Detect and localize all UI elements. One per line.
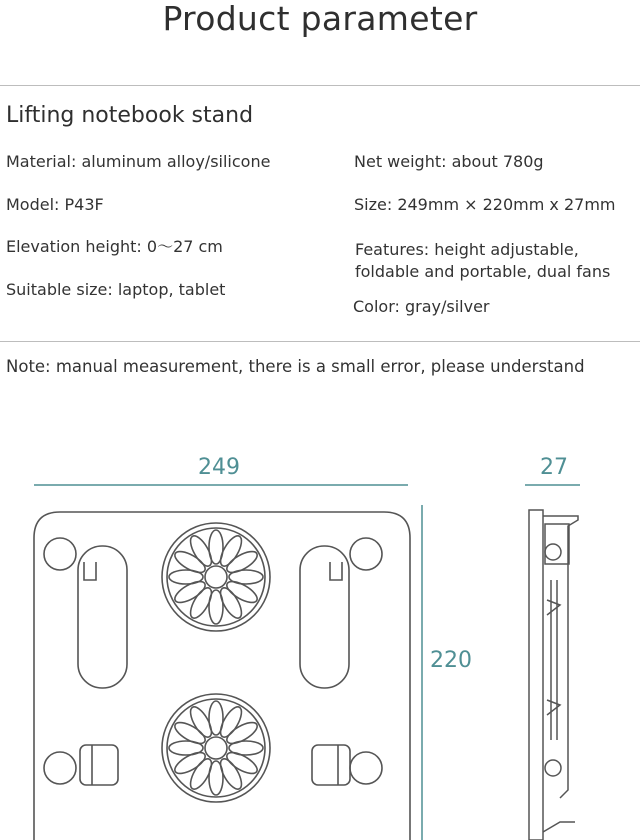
side-hinge-bottom	[545, 760, 561, 776]
fan-blade	[224, 547, 260, 576]
page-title: Product parameter	[162, 0, 478, 38]
spec-color: Color: gray/silver	[353, 297, 490, 316]
spec-elevation: Elevation height: 0〜27 cm	[6, 237, 223, 256]
bracket-bottom-right	[312, 745, 350, 785]
fan-blade	[172, 547, 208, 576]
slot-left	[78, 546, 127, 688]
product-name: Lifting notebook stand	[6, 103, 254, 128]
fan-blade	[216, 585, 245, 621]
rubber-pad-top-right	[350, 538, 382, 570]
side-base-bar	[529, 510, 543, 840]
fan-blade	[224, 718, 260, 747]
spec-model: Model: P43F	[6, 195, 104, 214]
fan-top	[162, 523, 270, 631]
rubber-pad-top-left	[44, 538, 76, 570]
rubber-pad-bottom-left	[44, 752, 76, 784]
spec-features-line1: Features: height adjustable,	[355, 240, 579, 259]
fan-blade	[224, 577, 260, 606]
side-foot	[543, 822, 575, 832]
side-detail-1	[547, 600, 560, 615]
fan-blade	[186, 533, 215, 569]
rubber-pad-bottom-right	[350, 752, 382, 784]
dimension-width-label: 249	[198, 455, 240, 480]
spec-suitable-size: Suitable size: laptop, tablet	[6, 280, 226, 299]
fan-bottom	[162, 694, 270, 802]
bracket-bottom-left	[80, 745, 118, 785]
slot-right-clip	[330, 562, 342, 580]
stand-front-view	[34, 512, 410, 840]
fan-blade	[172, 577, 208, 606]
dimension-height-label: 220	[430, 648, 472, 673]
fan-blade	[186, 756, 215, 792]
fan-blade	[186, 704, 215, 740]
dimension-depth-label: 27	[540, 455, 568, 480]
side-hinge-top	[545, 544, 561, 560]
fan-blade	[172, 748, 208, 777]
fan-blade	[186, 585, 215, 621]
fan-blade	[216, 704, 245, 740]
stand-plate-outline	[34, 512, 410, 840]
fan-blade	[172, 718, 208, 747]
slot-left-clip	[84, 562, 96, 580]
side-detail-2	[547, 700, 560, 715]
spec-size: Size: 249mm × 220mm x 27mm	[354, 195, 616, 214]
spec-net-weight: Net weight: about 780g	[354, 152, 544, 171]
fan-blade	[216, 533, 245, 569]
measurement-note: Note: manual measurement, there is a small error, please understand	[6, 357, 585, 376]
stand-side-view	[529, 510, 578, 840]
spec-features-line2: foldable and portable, dual fans	[355, 262, 611, 281]
fan-blade	[216, 756, 245, 792]
spec-material: Material: aluminum alloy/silicone	[6, 152, 271, 171]
fan-blade	[224, 748, 260, 777]
